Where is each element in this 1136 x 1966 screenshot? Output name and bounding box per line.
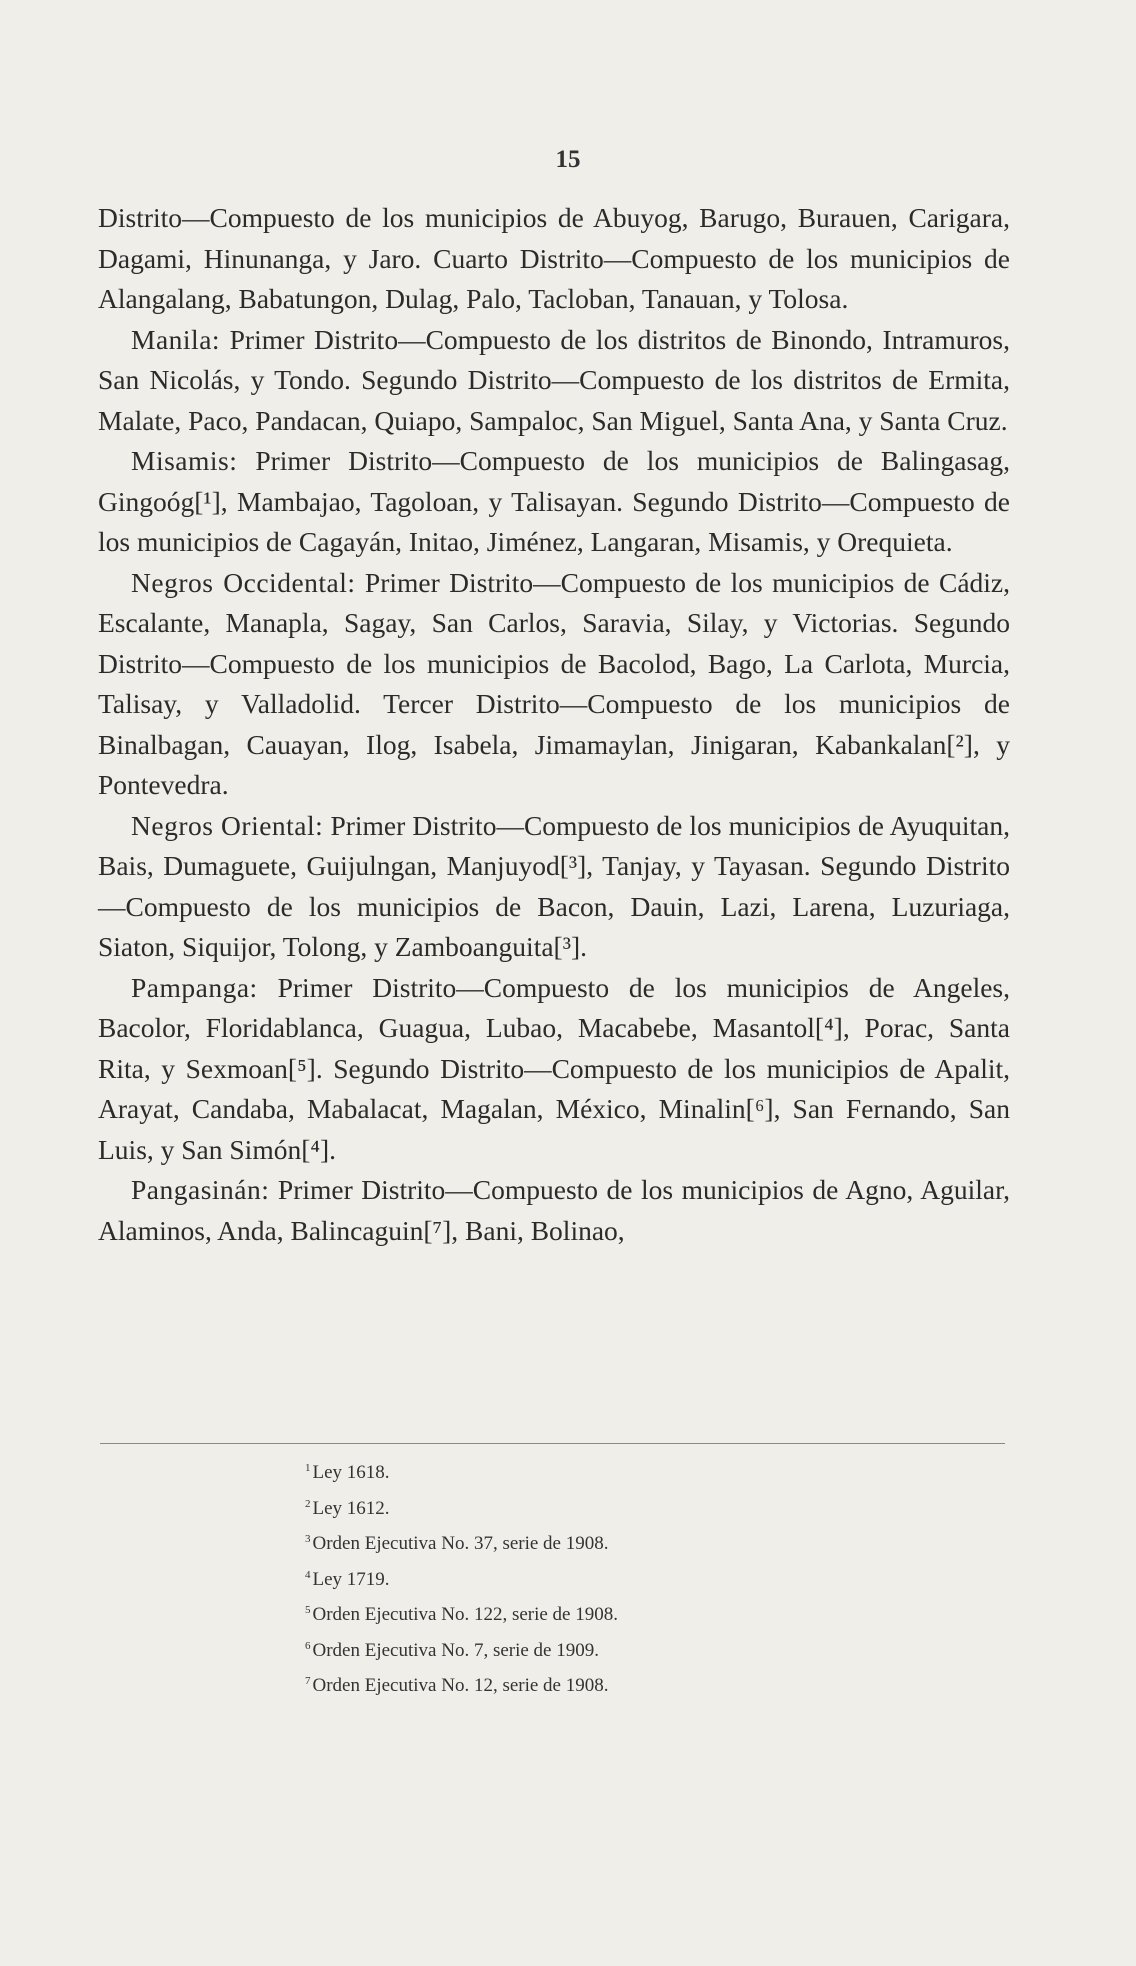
footnote-text: Orden Ejecutiva No. 122, serie de 1908. bbox=[312, 1604, 618, 1625]
footnote bbox=[305, 1666, 618, 1702]
footnote-mark: 5 bbox=[305, 1604, 311, 1616]
footnote-mark: 6 bbox=[305, 1639, 311, 1652]
footnotes bbox=[305, 1453, 618, 1702]
footnote-text: Ley 1618. bbox=[312, 1462, 390, 1483]
paragraph-text: Primer Distrito—Compuesto de los distritos de Binondo, Intramuros, San Nicolás, y Tondo. Segundo Distrito—Compuesto de los distritos de Ermita, Malate, Paco, Pandacan, Quiapo, Sampaloc, San Miguel, Santa Ana, y Santa Cruz. bbox=[98, 323, 1011, 436]
footnote-text: Orden Ejecutiva No. 37, serie de 1908. bbox=[312, 1533, 609, 1554]
province-name: Negros Oriental: bbox=[131, 809, 324, 841]
footnote-text: Ley 1719. bbox=[312, 1568, 390, 1590]
footnote bbox=[305, 1631, 618, 1667]
footnote-divider bbox=[100, 1443, 1005, 1444]
paragraph-misamis bbox=[98, 441, 1010, 563]
paragraph-text: Primer Distrito—Compuesto de los municipios de Balingasag, Gingoóg[¹], Mambajao, Tagoloan, y Talisayan. Segundo Distrito—Compuesto de los municipios de Cagayán, Initao, Jiménez, Langaran, Misamis, y Orequieta. bbox=[98, 445, 1010, 557]
footnote-mark: 2 bbox=[305, 1497, 311, 1510]
footnote-mark: 4 bbox=[305, 1568, 311, 1581]
paragraph-leyte-continuation bbox=[98, 198, 1010, 320]
paragraph-pampanga bbox=[98, 968, 1010, 1171]
footnote-text: Orden Ejecutiva No. 12, serie de 1908. bbox=[312, 1675, 609, 1696]
paragraph-text: Primer Distrito—Compuesto de los municipios de Angeles, Bacolor, Floridablanca, Guagua, Lubao, Macabebe, Masantol[⁴], Porac, Santa Rita, y Sexmoan[⁵]. Segundo Distrito—Compuesto de los municipios de Apalit, Arayat, Candaba, Mabalacat, Magalan, México, Minalin[⁶], San Fernando, San Luis, y San Simón[⁴]. bbox=[98, 971, 1011, 1165]
paragraph-negros-occidental bbox=[98, 563, 1010, 806]
province-name: Manila: bbox=[131, 323, 221, 355]
paragraph-pangasinan bbox=[98, 1170, 1010, 1251]
footnote bbox=[305, 1453, 618, 1489]
footnote bbox=[305, 1595, 618, 1631]
province-name: Pampanga: bbox=[131, 971, 258, 1003]
paragraph-text: Distrito—Compuesto de los municipios de Abuyog, Barugo, Burauen, Carigara, Dagami, Hinunanga, y Jaro. Cuarto Distrito—Compuesto de los municipios de Alangalang, Babatungon, Dulag, Palo, Tacloban, Tanauan, y Tolosa. bbox=[98, 202, 1010, 314]
footnote bbox=[305, 1489, 618, 1525]
paragraph-text: Primer Distrito—Compuesto de los municipios de Agno, Aguilar, Alaminos, Anda, Balincaguin[⁷], Bani, Bolinao, bbox=[98, 1174, 1011, 1246]
footnote-text: Ley 1612. bbox=[312, 1497, 390, 1519]
footnote bbox=[305, 1560, 618, 1596]
footnote-mark: 3 bbox=[305, 1533, 311, 1545]
paragraph-text: Primer Distrito—Compuesto de los municipios de Ayuquitan, Bais, Dumaguete, Guijulngan, Manjuyod[³], Tanjay, y Tayasan. Segundo Distrito—Compuesto de los municipios de Bacon, Dauin, Lazi, Larena, Luzuriaga, Siaton, Siquijor, Tolong, y Zamboanguita[³]. bbox=[98, 809, 1011, 962]
paragraph-text: Primer Distrito—Compuesto de los municipios de Cádiz, Escalante, Manapla, Sagay, San Carlos, Saravia, Silay, y Victorias. Segundo Distrito—Compuesto de los municipios de Bacolod, Bago, La Carlota, Murcia, Talisay, y Valladolid. Tercer Distrito—Compuesto de los municipios de Binalbagan, Cauayan, Ilog, Isabela, Jimamaylan, Jinigaran, Kabankalan[²], y Pontevedra. bbox=[98, 566, 1011, 800]
paragraph-manila bbox=[98, 320, 1010, 442]
province-name: Pangasinán: bbox=[131, 1174, 270, 1205]
province-name: Negros Occidental: bbox=[131, 566, 356, 598]
paragraph-negros-oriental bbox=[98, 806, 1010, 968]
page-number: 15 bbox=[555, 146, 581, 173]
footnote-mark: 7 bbox=[305, 1675, 311, 1687]
body-text bbox=[98, 198, 1010, 1251]
footnote-mark: 1 bbox=[305, 1462, 311, 1474]
footnote-text: Orden Ejecutiva No. 7, serie de 1909. bbox=[312, 1639, 599, 1661]
footnote bbox=[305, 1524, 618, 1560]
province-name: Misamis: bbox=[131, 445, 238, 476]
